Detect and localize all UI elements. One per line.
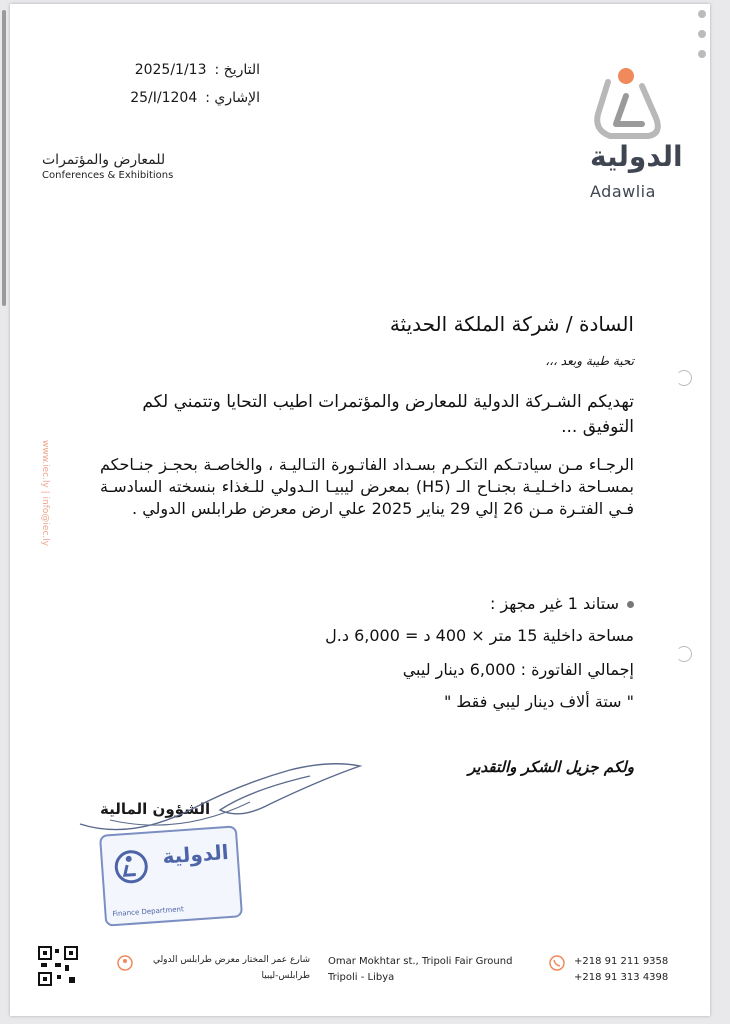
- adawlia-logo-icon: [586, 52, 672, 148]
- logo-wordmark-ar: الدولية: [590, 140, 683, 173]
- binder-hole-icon: [698, 50, 706, 58]
- stamp-name: الدولية: [161, 839, 230, 869]
- qr-code-icon: [38, 946, 78, 986]
- invoice-item: [490, 594, 634, 613]
- margin-ring-icon: [676, 646, 692, 662]
- finance-stamp: [99, 825, 243, 926]
- invoice-line: مساحة داخلية 15 متر × 400 د = 6,000 د.ل: [325, 626, 634, 645]
- stamp-logo-icon: [112, 848, 150, 886]
- footer-address-en: [328, 954, 512, 986]
- intro-paragraph: تهديكم الشـركة الدولية للمعارض والمؤتمرات اطيب التحايا وتتمني لكم التوفيق ...: [142, 392, 634, 437]
- date-row: [100, 56, 260, 84]
- scrollbar-thumb[interactable]: [2, 10, 6, 306]
- binder-hole-icon: [698, 30, 706, 38]
- footer-address-ar-line1: شارع عمر المختار معرض طرابلس الدولي: [152, 955, 310, 965]
- request-paragraph: الرجـاء مـن سيادتـكم التكـرم بسـداد الفاتـورة التـاليـة ، والخاصـة بحجـز جنـاحكم بمسـاحة داخـليـة بجنـاح الـ (H5) بمعرض ليبيـا الـدولي للـغذاء بنسخته السادسـة فـي الفتـرة مـن 26 إلي 29 يناير 2025 علي ارض معرض طرابلس الدولي .: [100, 455, 635, 518]
- date-value: 2025/1/13: [134, 62, 207, 78]
- reference-label: الإشاري :: [205, 90, 260, 106]
- signatory-title: الشؤون المالية: [100, 800, 211, 818]
- invoice-total: إجمالي الفاتورة : 6,000 دينار ليبي: [402, 660, 634, 679]
- side-contact-text: www.iec.ly | info@iec.ly: [40, 440, 50, 547]
- bullet-icon: [627, 601, 634, 608]
- closing-thanks: ولكم جزيل الشكر والتقدير: [468, 758, 634, 776]
- footer-address-ar: [140, 952, 310, 984]
- phone-icon: [548, 954, 566, 972]
- invoice-item-label: ستاند 1 غير مجهز :: [489, 594, 619, 613]
- location-icon: [116, 954, 134, 972]
- recipient: السادة / شركة الملكة الحديثة: [389, 312, 634, 336]
- reference-value: 25/I/1204: [130, 90, 198, 106]
- footer-address-en-line2: Tripoli - Libya: [328, 972, 395, 983]
- greeting: تحية طيبة وبعد ،،،: [545, 354, 634, 368]
- letter-meta: [100, 56, 260, 112]
- reference-row: [100, 84, 260, 112]
- amount-in-words: " ستة ألاف دينار ليبي فقط ": [443, 692, 634, 711]
- footer-address-ar-line2: طرابلس-ليبيا: [261, 971, 310, 981]
- side-contact: [38, 440, 52, 600]
- company-subtitle-en: Conferences & Exhibitions: [42, 170, 174, 181]
- footer-phones: [574, 954, 668, 986]
- scrollbar[interactable]: [0, 4, 8, 1016]
- margin-ring-icon: [676, 370, 692, 386]
- company-subtitle-ar: للمعارض والمؤتمرات: [42, 152, 166, 168]
- stamp-department: Finance Department: [112, 905, 185, 919]
- footer-phone-1: +218 91 211 9358: [574, 956, 669, 967]
- binder-hole-icon: [698, 10, 706, 18]
- footer: [0, 940, 730, 1000]
- logo-wordmark-en: Adawlia: [590, 182, 656, 201]
- date-label: التاريخ :: [214, 62, 260, 78]
- footer-phone-2: +218 91 313 4398: [574, 972, 669, 983]
- footer-address-en-line1: Omar Mokhtar st., Tripoli Fair Ground: [328, 956, 513, 967]
